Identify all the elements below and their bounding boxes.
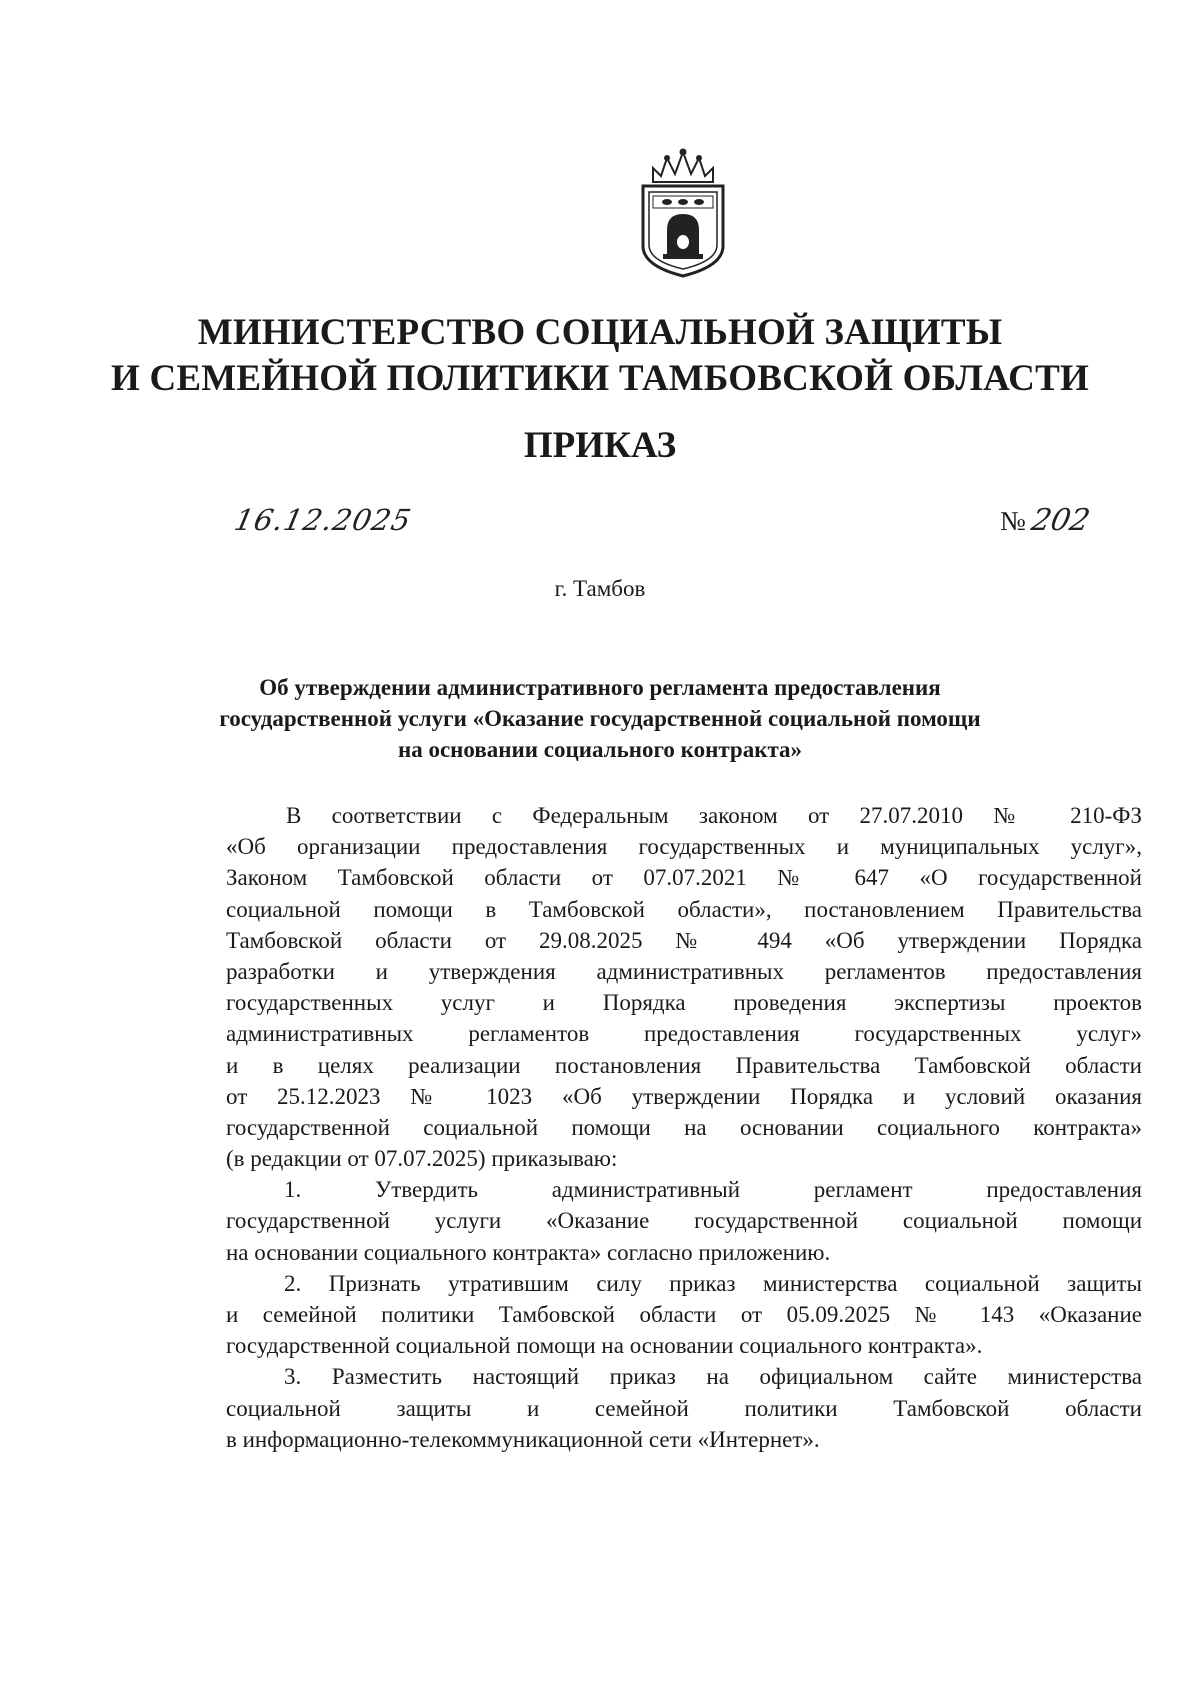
preamble-line: (в редакции от 07.07.2025) приказываю: [226,1146,618,1172]
city: г. Тамбов [554,576,646,601]
item-1-line: 1. Утвердить административный регламент предоставления [284,1177,1142,1203]
preamble-line: государственных услуг и Порядка проведения экспертизы проектов [226,990,1142,1016]
preamble-line: «Об организации предоставления государственных и муниципальных услуг», [226,834,1142,860]
document-number [1000,503,1093,538]
item-3-line: 3. Разместить настоящий приказ на официальном сайте министерства [284,1364,1142,1390]
preamble-line: Тамбовской области от 29.08.2025 № 494 «Об утверждении Порядка [226,927,1142,953]
ministry-name-line-2: И СЕМЕЙНОЙ ПОЛИТИКИ ТАМБОВСКОЙ ОБЛАСТИ [111,358,1089,399]
number-value: 202 [1028,503,1093,538]
item-2-line: 2. Признать утратившим силу приказ министерства социальной защиты [284,1270,1142,1296]
preamble-line: социальной помощи в Тамбовской области», постановлением Правительства [226,896,1142,922]
ministry-name [0,310,1200,402]
preamble-line: разработки и утверждения административных регламентов предоставления [226,958,1142,984]
document-title [200,672,1000,765]
document-body [226,800,1142,1455]
document-type: ПРИКАЗ [523,425,677,466]
item-2-line: и семейной политики Тамбовской области от 05.09.2025 № 143 «Оказание [226,1302,1142,1327]
item-2-line: государственной социальной помощи на основании социального контракта». [226,1333,983,1359]
preamble-line: В соответствии с Федеральным законом от 27.07.2010 № 210-ФЗ [286,803,1142,828]
item-1-line: на основании социального контракта» согласно приложению. [226,1239,831,1265]
preamble-line: административных регламентов предоставления государственных услуг» [226,1021,1142,1047]
preamble-line: Законом Тамбовской области от 07.07.2021 № 647 «О государственной [226,865,1142,891]
title-line: на основании социального контракта» [397,737,803,762]
ministry-name-line-1: МИНИСТЕРСТВО СОЦИАЛЬНОЙ ЗАЩИТЫ [197,312,1003,353]
number-sign: № [1000,506,1026,536]
coat-of-arms-icon [631,148,735,280]
item-3-line: социальной защиты и семейной политики Тамбовской области [226,1395,1142,1421]
preamble-line: государственной социальной помощи на основании социального контракта» [226,1114,1142,1140]
item-1-line: государственной услуги «Оказание государственной социальной помощи [226,1208,1142,1234]
preamble-line: и в целях реализации постановления Правительства Тамбовской области [226,1052,1142,1078]
title-line: Об утверждении административного регламента предоставления [259,675,941,700]
preamble-line: от 25.12.2023 № 1023 «Об утверждении Порядка и условий оказания [226,1083,1142,1109]
document-date: 16.12.2025 [231,503,415,537]
title-line: государственной услуги «Оказание государственной социальной помощи [219,706,981,731]
item-3-line: в информационно-телекоммуникационной сети «Интернет». [226,1426,820,1452]
